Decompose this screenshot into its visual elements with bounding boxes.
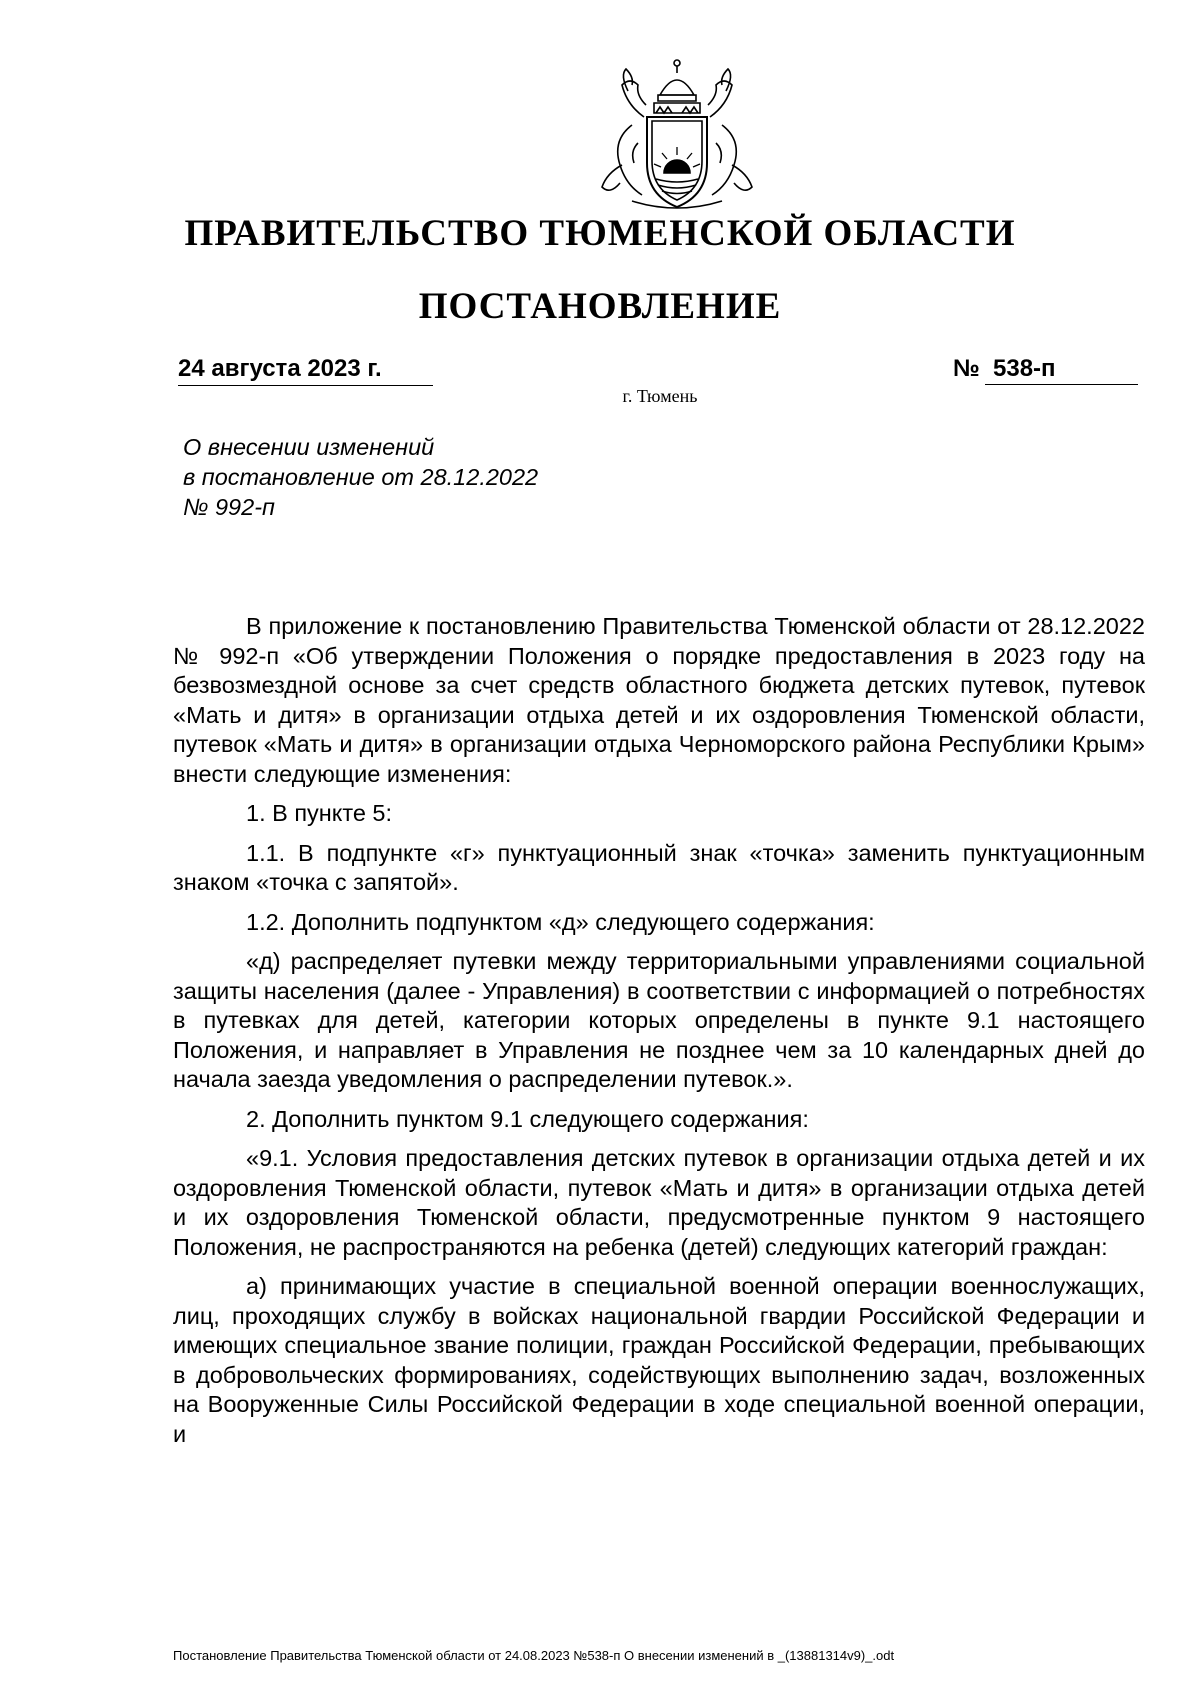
document-number: 538-п — [985, 355, 1138, 385]
document-subject — [183, 432, 703, 522]
city-name: г. Тюмень — [622, 386, 698, 406]
subject-line: № 992-п — [183, 494, 275, 520]
body-paragraph: 2. Дополнить пунктом 9.1 следующего содержания: — [246, 1105, 809, 1132]
document-body — [173, 612, 1145, 1459]
body-paragraph: а) принимающих участие в специальной военной операции военнослужащих, лиц, проходящих службу в войсках национальной гвардии Российской Федерации и имеющих специальное звание полиции, граждан Российской Федерации, пребывающих в добровольческих формированиях, содействующих выполнению задач, возложенных на Вооруженные Силы Российской Федерации в ходе специальной военной операции, и — [173, 1273, 1145, 1447]
document-type: ПОСТАНОВЛЕНИЕ — [418, 286, 782, 327]
body-paragraph: 1.1. В подпункте «г» пунктуационный знак «точка» заменить пунктуационным знаком «точка с запятой». — [173, 839, 1145, 895]
number-sign: № — [953, 355, 980, 382]
coat-of-arms-emblem — [592, 55, 762, 215]
page-footer: Постановление Правительства Тюменской области от 24.08.2023 №538-п О внесении изменений в _(13881314v9)_.odt — [173, 1648, 895, 1663]
document-number-block — [953, 355, 1138, 385]
government-name: ПРАВИТЕЛЬСТВО ТЮМЕНСКОЙ ОБЛАСТИ — [184, 213, 1016, 254]
body-paragraph: 1.2. Дополнить подпунктом «д» следующего содержания: — [246, 908, 875, 935]
subject-line: в постановление от 28.12.2022 — [183, 464, 539, 490]
body-paragraph: «9.1. Условия предоставления детских путевок в организации отдыха детей и их оздоровления Тюменской области, путевок «Мать и дитя» в организации отдыха детей и их оздоровления Тюменской области, предусмотренные пунктом 9 настоящего Положения, не распространяются на ребенка (детей) следующих категорий граждан: — [173, 1145, 1145, 1260]
subject-line: О внесении изменений — [183, 434, 435, 460]
body-paragraph: В приложение к постановлению Правительства Тюменской области от 28.12.2022 № 992-п «Об утверждении Положения о порядке предоставления в 2023 году на безвозмездной основе за счет средств областного бюджета детских путевок, путевок «Мать и дитя» в организации отдыха детей и их оздоровления Тюменской области, путевок «Мать и дитя» в организации отдыха Черноморского района Республики Крым» внести следующие изменения: — [173, 613, 1145, 787]
body-paragraph: 1. В пункте 5: — [246, 800, 393, 826]
body-paragraph: «д) распределяет путевки между территориальными управлениями социальной защиты населения (далее - Управления) в соответствии с информацией о потребностях в путевках для детей, категории которых определены в пункте 9.1 настоящего Положения, и направляет в Управления не позднее чем за 10 календарных дней до начала заезда уведомления о распределении путевок.». — [173, 948, 1145, 1092]
document-date: 24 августа 2023 г. — [178, 355, 433, 386]
